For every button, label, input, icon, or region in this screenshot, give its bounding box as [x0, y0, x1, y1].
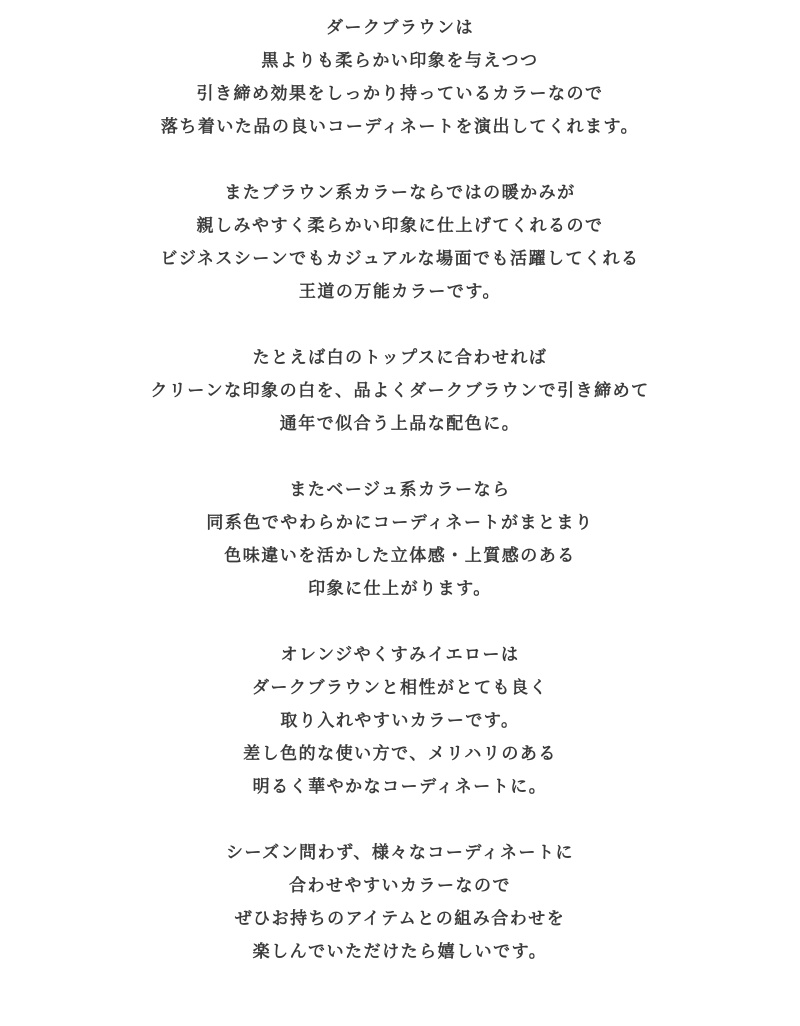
text-line: 印象に仕上がります。 [308, 579, 492, 599]
text-line: ぜひお持ちのアイテムとの組み合わせを [234, 909, 566, 929]
text-line: 落ち着いた品の良いコーディネートを演出してくれます。 [160, 117, 640, 137]
text-line: 差し色的な使い方で、メリハリのある [243, 744, 557, 764]
text-line: 合わせやすいカラーなので [289, 876, 511, 896]
text-line: 黒よりも柔らかい印象を与えつつ [261, 51, 539, 71]
article-body [0, 12, 800, 1002]
text-line: 通年で似合う上品な配色に。 [279, 414, 521, 434]
text-line: 取り入れやすいカラーです。 [280, 711, 520, 731]
text-line: 親しみやすく柔らかい印象に仕上げてくれるので [196, 216, 604, 236]
paragraph-warmth [0, 177, 800, 309]
text-line: またブラウン系カラーならではの暖かみが [224, 183, 576, 203]
text-line: 楽しんでいただけたら嬉しいです。 [252, 942, 548, 962]
text-line: 引き締め効果をしっかり持っているカラーなので [196, 84, 604, 104]
paragraph-closing [0, 837, 800, 969]
text-line: オレンジやくすみイエローは [280, 645, 520, 665]
text-line: 明るく華やかなコーディネートに。 [252, 777, 548, 797]
text-line: またベージュ系カラーなら [289, 480, 511, 500]
text-line: シーズン問わず、様々なコーディネートに [226, 843, 574, 863]
paragraph-dark-brown-intro [0, 12, 800, 144]
text-line: ダークブラウンは [326, 18, 474, 38]
paragraph-white-tops [0, 342, 800, 441]
text-line: 同系色でやわらかにコーディネートがまとまり [206, 513, 594, 533]
text-line: クリーンな印象の白を、品よくダークブラウンで引き締めて [150, 381, 650, 401]
text-line: たとえば白のトップスに合わせれば [252, 348, 548, 368]
text-line: ビジネスシーンでもカジュアルな場面でも活躍してくれる [160, 249, 640, 269]
paragraph-beige [0, 474, 800, 606]
text-line: 王道の万能カラーです。 [298, 282, 502, 302]
paragraph-orange-yellow [0, 639, 800, 804]
text-line: 色味違いを活かした立体感・上質感のある [224, 546, 576, 566]
text-line: ダークブラウンと相性がとても良く [252, 678, 548, 698]
